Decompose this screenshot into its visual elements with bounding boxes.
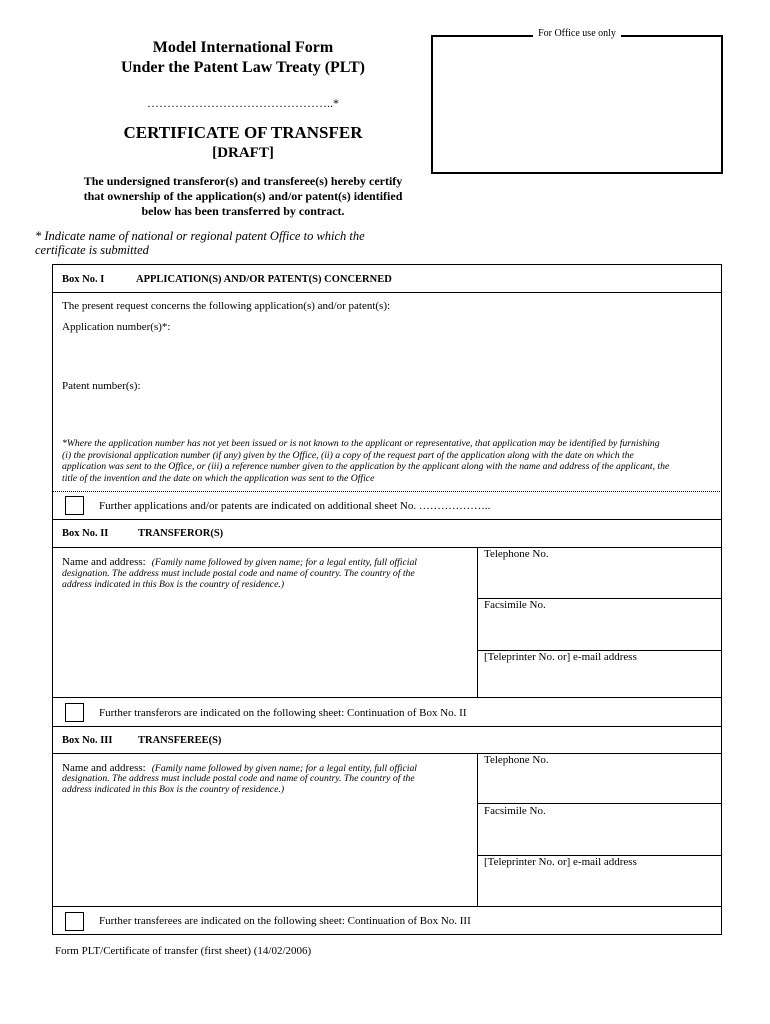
further-transferors-checkbox[interactable] <box>65 703 84 722</box>
box2-title: TRANSFEROR(S) <box>138 528 224 539</box>
further-transferees-checkbox[interactable] <box>65 912 84 931</box>
further-transferees-text: Further transferees are indicated on the following sheet: Continuation of Box No. III <box>99 915 471 927</box>
transferor-name-instructions-line: address indicated in this Box is the country of residence.) <box>62 579 285 590</box>
box2-number: Box No. II <box>62 528 109 539</box>
further-applications-checkbox[interactable] <box>65 496 84 515</box>
transferor-name-instructions: (Family name followed by given name; for a legal entity, full official <box>151 557 417 568</box>
transferee-name-address-field[interactable] <box>54 799 475 904</box>
certification-statement-line: below has been transferred by contract. <box>141 204 345 218</box>
divider <box>52 753 722 754</box>
application-numbers-label: Application number(s)*: <box>62 321 171 333</box>
column-divider <box>477 547 478 697</box>
transferor-telephone-label: Telephone No. <box>484 548 549 560</box>
box3-number: Box No. III <box>62 735 113 746</box>
divider <box>52 906 722 907</box>
transferor-email-label: [Teleprinter No. or] e-mail address <box>484 651 637 663</box>
transferee-facsimile-label: Facsimile No. <box>484 805 546 817</box>
further-transferors-text: Further transferors are indicated on the following sheet: Continuation of Box No. II <box>99 707 467 719</box>
transferee-email-field[interactable] <box>479 871 720 905</box>
certification-statement-line: that ownership of the application(s) and/or patent(s) identified <box>83 189 403 203</box>
box1-intro: The present request concerns the following application(s) and/or patent(s): <box>62 300 391 312</box>
transferee-name-instructions-line: designation. The address must include postal code and name of country. The country of the <box>62 773 415 784</box>
transferor-name-address-field[interactable] <box>54 594 475 695</box>
transferor-name-instructions-line: designation. The address must include postal code and name of country. The country of the <box>62 568 415 579</box>
transferor-telephone-field[interactable] <box>479 563 720 597</box>
office-note-line: * Indicate name of national or regional patent Office to which the <box>35 229 365 243</box>
transferee-telephone-label: Telephone No. <box>484 754 549 766</box>
office-use-box <box>431 35 723 174</box>
divider <box>52 519 722 520</box>
office-use-label-wrap <box>431 28 723 40</box>
office-use-label: For Office use only <box>533 28 621 39</box>
divider <box>52 697 722 698</box>
application-footnote-line: title of the invention and the date on which the application was sent to the Office <box>62 473 375 484</box>
application-numbers-field[interactable] <box>60 335 710 375</box>
certificate-title: CERTIFICATE OF TRANSFER <box>123 123 363 142</box>
form-title-line1: Model International Form <box>152 39 334 56</box>
further-applications-text: Further applications and/or patents are indicated on additional sheet No. ……………….. <box>99 500 491 512</box>
application-footnote-line: *Where the application number has not yet been issued or is not known to the applicant or representative, that application may be identified by furnishing <box>62 438 660 449</box>
office-name-placeholder[interactable]: ………………………………………..* <box>147 96 339 110</box>
form-title-line2: Under the Patent Law Treaty (PLT) <box>121 59 365 76</box>
transferee-facsimile-field[interactable] <box>479 820 720 854</box>
transferee-name-label: Name and address: <box>62 762 146 774</box>
box1-number: Box No. I <box>62 274 105 285</box>
divider <box>52 491 722 492</box>
transferor-facsimile-label: Facsimile No. <box>484 599 546 611</box>
transferee-name-instructions: (Family name followed by given name; for a legal entity, full official <box>151 763 417 774</box>
draft-label: [DRAFT] <box>212 145 274 161</box>
divider <box>477 803 722 804</box>
transferor-name-label: Name and address: <box>62 556 146 568</box>
patent-numbers-label: Patent number(s): <box>62 380 141 392</box>
divider <box>52 547 722 548</box>
transferee-telephone-field[interactable] <box>479 769 720 802</box>
patent-numbers-field[interactable] <box>60 394 710 434</box>
box3-title: TRANSFEREE(S) <box>138 735 222 746</box>
divider <box>52 292 722 293</box>
transferor-email-field[interactable] <box>479 666 720 696</box>
transferee-email-label: [Teleprinter No. or] e-mail address <box>484 856 637 868</box>
application-footnote-line: application was sent to the Office, or (iii) a reference number given to the application by the applicant along with the name and address of the applicant, the <box>62 461 670 472</box>
divider <box>52 726 722 727</box>
transferee-name-instructions-line: address indicated in this Box is the country of residence.) <box>62 784 285 795</box>
column-divider <box>477 753 478 906</box>
form-footer-id: Form PLT/Certificate of transfer (first sheet) (14/02/2006) <box>55 945 312 957</box>
transferor-facsimile-field[interactable] <box>479 614 720 649</box>
box1-title: APPLICATION(S) AND/OR PATENT(S) CONCERNED <box>136 274 392 285</box>
certification-statement-line: The undersigned transferor(s) and transferee(s) hereby certify <box>83 174 403 188</box>
application-footnote-line: (i) the provisional application number (if any) given by the Office, (ii) a copy of the request part of the application along with the date on which the <box>62 450 634 461</box>
office-note-line: certificate is submitted <box>35 243 149 257</box>
